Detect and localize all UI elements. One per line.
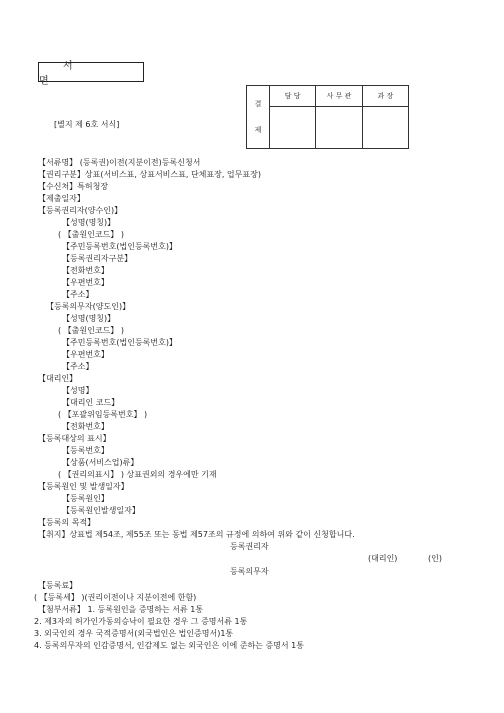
form-line: 【권리구분】상표(서비스표, 상표서비스표, 단체표장, 업무표장)	[38, 170, 261, 179]
form-line: 【등록의무자(양도인)】	[46, 302, 131, 311]
form-line: 2. 제3자의 허가인가동의승낙이 필요한 경우 그 증명서류 1통	[34, 617, 248, 626]
form-line: 등록권리자	[230, 542, 269, 551]
approval-side-label	[247, 86, 270, 149]
form-line: 【전화번호】	[62, 266, 109, 275]
form-line: 【주소】	[62, 362, 94, 371]
form-line: 【대리인 코드】	[62, 398, 120, 407]
form-line: 【취지】상표법 제54조, 제55조 또는 동법 제57조의 규정에 의하여 위와 같이 신청합니다.	[38, 530, 355, 539]
approval-side-top: 결	[254, 100, 262, 108]
form-line: 【수신처】특허청장	[38, 182, 109, 191]
form-line: (대리인)	[368, 554, 398, 563]
document-title: 서 면	[38, 62, 144, 82]
form-line: 3. 외국인의 경우 국적증명서(외국법인은 법인증명서)1통	[34, 629, 234, 638]
form-line: 등록의무자	[230, 567, 269, 576]
form-line: ( 【등록세】 )(권리이전이나 지분이전에 한함)	[34, 593, 197, 602]
form-line: 【등록권리자구분】	[62, 254, 133, 263]
form-line: 【등록의 목적】	[38, 518, 96, 527]
approval-header-officer: 사 무 관	[316, 86, 362, 107]
form-line: 【성명(명칭)】	[62, 218, 116, 227]
form-line: ( 【권리의표시】 ) 상표권외의 경우에만 기재	[58, 470, 217, 479]
form-line: (인)	[428, 554, 442, 563]
form-line: 【성명(명칭)】	[62, 314, 116, 323]
approval-sign-staff[interactable]	[270, 107, 316, 149]
form-line: 【주소】	[62, 290, 94, 299]
form-line: 【주민등록번호(법인등록번호)】	[62, 242, 177, 251]
form-line: 【서류명】 (등록권)이전(지분이전)등록신청서	[38, 158, 201, 167]
form-line: 【등록원인 및 발생일자】	[38, 482, 129, 491]
form-line: 【등록료】	[38, 581, 78, 590]
form-line: 【전화번호】	[62, 422, 109, 431]
form-line: ( 【출원인코드】 )	[58, 230, 124, 239]
approval-header-staff: 담 당	[270, 86, 316, 107]
form-line: 【등록원인】	[62, 494, 109, 503]
approval-sign-officer[interactable]	[316, 107, 362, 149]
approval-sign-chief[interactable]	[362, 107, 408, 149]
form-number: [별지 제 6호 서식]	[54, 120, 120, 129]
approval-side-bottom: 제	[254, 126, 262, 134]
form-line: 【대리인】	[38, 374, 78, 383]
form-line: 【등록대상의 표시】	[38, 434, 111, 443]
form-line: 【등록번호】	[62, 446, 109, 455]
approval-header-chief: 과 장	[362, 86, 408, 107]
form-line: ( 【포괄위임등록번호】 )	[58, 410, 148, 419]
form-line: 【등록권리자(양수인)】	[38, 206, 123, 215]
form-line: 【우편번호】	[62, 278, 109, 287]
form-line: 【우편번호】	[62, 350, 109, 359]
form-line: 4. 등록의무자의 인감증명서, 인감제도 없는 외국인은 이에 준하는 증명서 1통	[34, 641, 304, 650]
form-line: 【등록원인발생일자】	[62, 506, 140, 515]
form-line: 【상품(서비스업)류】	[62, 458, 139, 467]
approval-table	[246, 85, 409, 149]
form-line: ( 【출원인코드】 )	[58, 326, 124, 335]
form-line: 【주민등록번호(법인등록번호)】	[62, 338, 177, 347]
form-line: 【성명】	[62, 386, 94, 395]
form-line: 【첨부서류】 1. 등록원인을 증명하는 서류 1통	[38, 605, 204, 614]
form-line: 【제출일자】	[38, 194, 85, 203]
